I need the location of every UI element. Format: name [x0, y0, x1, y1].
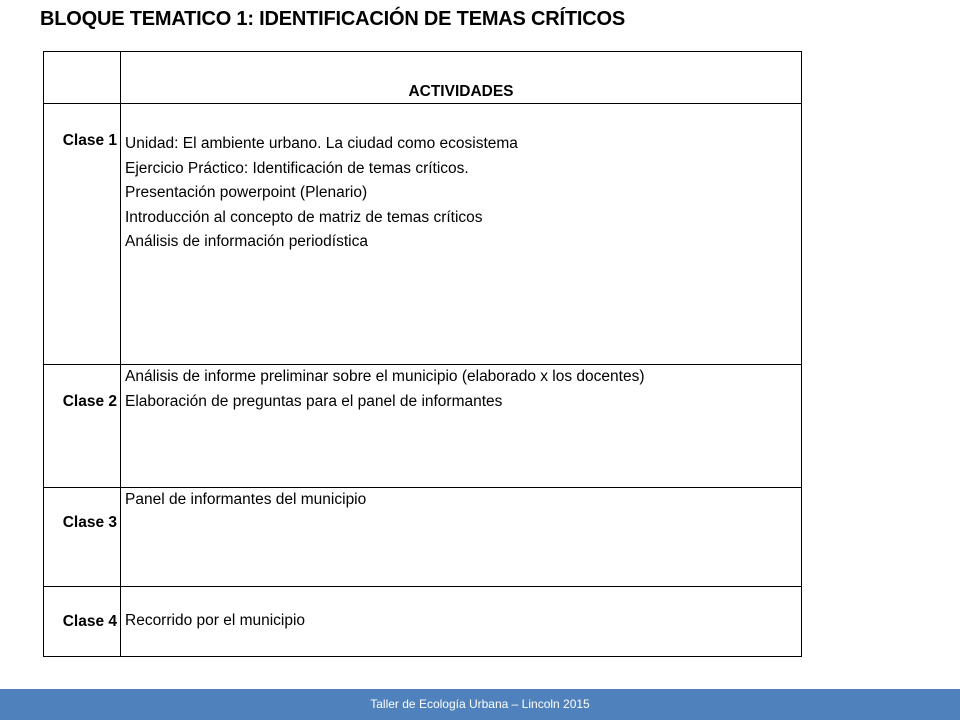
class-label: Clase 2: [44, 365, 121, 488]
activity-line: Análisis de informe preliminar sobre el municipio (elaborado x los docentes): [125, 368, 645, 385]
table-header-row: [44, 52, 802, 104]
slide-title: BLOQUE TEMATICO 1: IDENTIFICACIÓN DE TEMAS CRÍTICOS: [40, 8, 625, 30]
activity-line: Presentación powerpoint (Plenario): [125, 184, 368, 201]
activities-heading: ACTIVIDADES: [408, 83, 514, 100]
activity-line: Unidad: El ambiente urbano. La ciudad como ecosistema: [125, 135, 518, 152]
activity-line: Introducción al concepto de matriz de temas críticos: [125, 208, 483, 226]
class-activities: [121, 365, 802, 488]
class-label: Clase 4: [44, 587, 121, 657]
activity-line: Recorrido por el municipio: [125, 612, 306, 630]
header-label-cell: [44, 52, 121, 104]
table-row: [44, 104, 802, 365]
class-activities: [121, 587, 802, 657]
class-activities: [121, 488, 802, 587]
activity-line: Panel de informantes del municipio: [125, 491, 367, 508]
activities-table: [43, 51, 802, 657]
header-activities-cell: [121, 52, 802, 104]
class-label: Clase 3: [44, 488, 121, 587]
activity-line: Elaboración de preguntas para el panel de informantes: [125, 392, 503, 410]
table-row: [44, 488, 802, 587]
class-activities: [121, 104, 802, 365]
footer-text: Taller de Ecología Urbana – Lincoln 2015: [370, 697, 590, 711]
activity-line: Ejercicio Práctico: Identificación de temas críticos.: [125, 159, 469, 177]
activity-line: Análisis de información periodística: [125, 233, 368, 250]
table-row: [44, 587, 802, 657]
footer-bar: [0, 689, 960, 720]
class-label: Clase 1: [44, 104, 121, 365]
table-row: [44, 365, 802, 488]
